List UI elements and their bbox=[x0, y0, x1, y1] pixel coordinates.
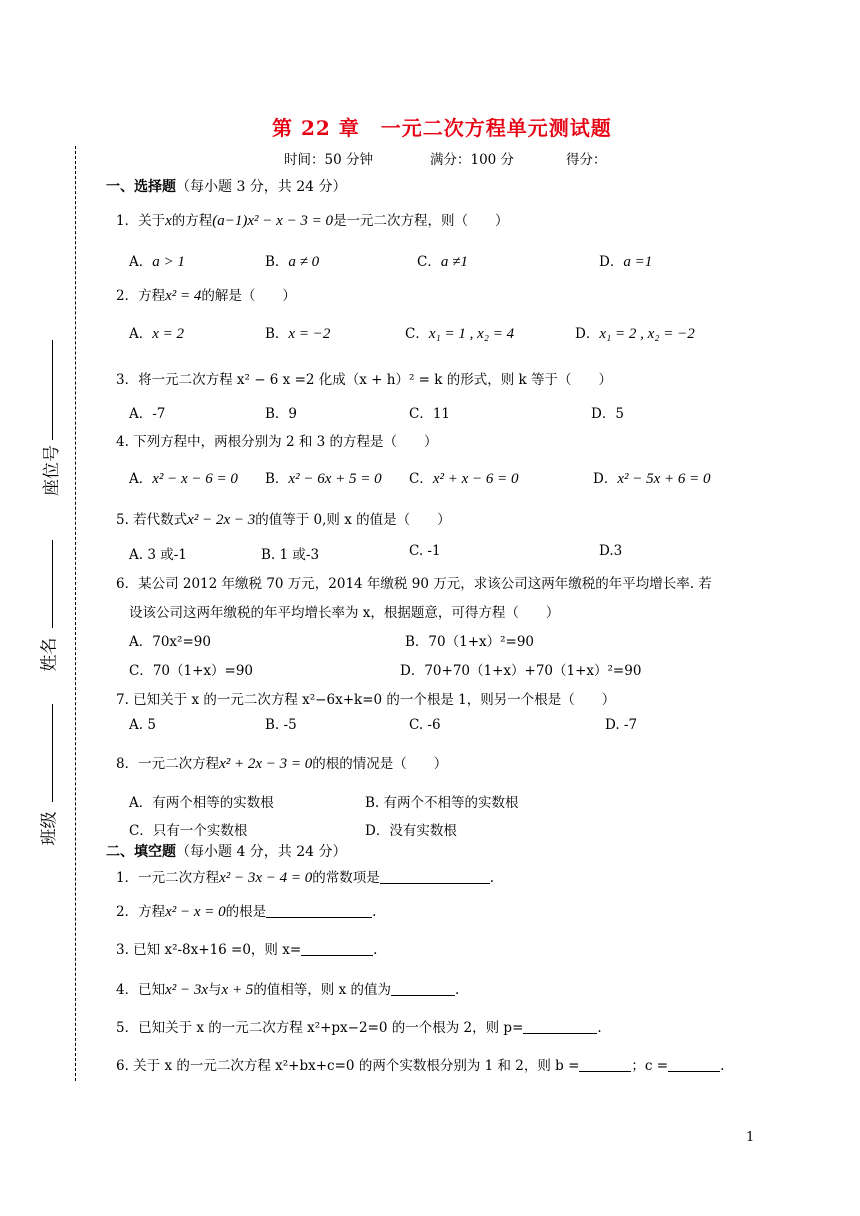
q5-option-c: C. -1 bbox=[409, 543, 441, 559]
q2-option-d: D．x₁ = 2 , x₂ = −2 bbox=[575, 326, 695, 342]
seat-underline bbox=[52, 340, 53, 440]
fill-5: 5．已知关于 x 的一元二次方程 x²+px−2=0 的一个根为 2，则 p= . bbox=[116, 1020, 602, 1036]
question-6-line-2: 设该公司这两年缴税的年平均增长率为 x，根据题意，可得方程（ ） bbox=[129, 605, 560, 621]
q8-option-c: C．只有一个实数根 bbox=[129, 823, 248, 839]
f6-c-blank[interactable] bbox=[668, 1057, 720, 1072]
name-label: 姓名 bbox=[39, 637, 60, 672]
class-field bbox=[32, 704, 58, 844]
q8-equation: x² + 2x − 3 = 0 bbox=[219, 756, 313, 772]
q3-option-a: A．-7 bbox=[129, 406, 166, 422]
section-1-note: （每小题 3 分，共 24 分） bbox=[176, 179, 347, 195]
section-2-title: 二、填空题 bbox=[106, 844, 176, 860]
q4-option-d-value: x² − 5x + 6 = 0 bbox=[617, 471, 711, 487]
q2-option-c-value: x₁ = 1 , x₂ = 4 bbox=[428, 326, 515, 342]
q2-equation: x² = 4 bbox=[165, 288, 202, 304]
f1-answer-blank[interactable] bbox=[380, 869, 490, 884]
q1-option-b-value: a ≠ 0 bbox=[288, 254, 320, 270]
got-info: 得分： bbox=[566, 152, 607, 168]
q3-option-d: D．5 bbox=[591, 406, 624, 422]
section-2-note: （每小题 4 分，共 24 分） bbox=[176, 844, 347, 860]
q6-option-d: D．70+70（1+x）+70（1+x）²=90 bbox=[400, 663, 642, 679]
fill-1: 1．一元二次方程x² − 3x − 4 = 0的常数项是 . bbox=[116, 870, 495, 886]
fill-2: 2．方程x² − x = 0的根是 . bbox=[116, 904, 377, 920]
q7-option-d: D. -7 bbox=[605, 717, 638, 733]
q1-var: x bbox=[165, 213, 172, 229]
q2-option-b-value: x = −2 bbox=[288, 326, 331, 342]
q2-option-c: C．x₁ = 1 , x₂ = 4 bbox=[405, 326, 515, 342]
class-underline bbox=[52, 704, 53, 802]
q2-option-d-value: x₁ = 2 , x₂ = −2 bbox=[599, 326, 695, 342]
q1-option-b: B．a ≠ 0 bbox=[265, 254, 320, 270]
q6-option-a: A．70x²=90 bbox=[129, 634, 211, 650]
question-2: 2．方程x² = 4的解是（ ） bbox=[116, 288, 296, 304]
q5-option-b: B. 1 或-3 bbox=[261, 547, 320, 563]
q1-option-d-value: a =1 bbox=[623, 254, 653, 270]
q7-option-b: B. -5 bbox=[265, 717, 297, 733]
q3-option-b: B．9 bbox=[265, 406, 298, 422]
q1-option-a-value: a > 1 bbox=[152, 254, 185, 270]
q8-option-a: A．有两个相等的实数根 bbox=[129, 795, 274, 811]
q4-option-b-value: x² − 6x + 5 = 0 bbox=[288, 471, 382, 487]
q1-equation: (a−1)x² − x − 3 = 0 bbox=[212, 213, 334, 229]
fill-3: 3. 已知 x²-8x+16 =0，则 x= . bbox=[116, 942, 378, 958]
question-8: 8．一元二次方程x² + 2x − 3 = 0的根的情况是（ ） bbox=[116, 756, 448, 772]
q4-option-a-value: x² − x − 6 = 0 bbox=[152, 471, 238, 487]
page-title: 第 22 章 一元二次方程单元测试题 bbox=[272, 116, 612, 140]
question-4: 4. 下列方程中，两根分别为 2 和 3 的方程是（ ） bbox=[116, 434, 438, 450]
q4-option-c-value: x² + x − 6 = 0 bbox=[432, 471, 519, 487]
q8-option-b: B. 有两个不相等的实数根 bbox=[365, 795, 519, 811]
question-3: 3．将一元二次方程 x² − 6 x =2 化成（x + h）² = k 的形式，则 k 等于（ ） bbox=[116, 372, 613, 388]
q5-equation: x² − 2x − 3 bbox=[187, 512, 256, 528]
q1-post: 是一元二次方程，则（ ） bbox=[333, 213, 509, 229]
q1-option-a: A．a > 1 bbox=[129, 254, 185, 270]
q2-option-a-value: x = 2 bbox=[152, 326, 185, 342]
q2-option-a: A．x = 2 bbox=[129, 326, 185, 342]
f6-b-blank[interactable] bbox=[579, 1057, 631, 1072]
section-1-heading bbox=[106, 176, 347, 196]
f3-answer-blank[interactable] bbox=[301, 941, 373, 956]
name-underline bbox=[52, 540, 53, 628]
q1-option-c-value: a ≠1 bbox=[440, 254, 468, 270]
q4-option-a: A．x² − x − 6 = 0 bbox=[129, 471, 238, 487]
q6-option-b: B．70（1+x）²=90 bbox=[405, 634, 535, 650]
f4-expr-1: x² − 3x bbox=[165, 982, 209, 998]
q1-pre: 1．关于 bbox=[116, 213, 166, 229]
f2-answer-blank[interactable] bbox=[266, 903, 372, 918]
q3-option-c: C．11 bbox=[409, 406, 451, 422]
q7-option-a: A. 5 bbox=[129, 717, 156, 733]
f5-answer-blank[interactable] bbox=[523, 1019, 597, 1034]
time-info: 时间：50 分钟 bbox=[284, 152, 373, 168]
page-number: 1 bbox=[746, 1130, 755, 1145]
class-label: 班级 bbox=[39, 811, 60, 846]
q8-option-d: D．没有实数根 bbox=[365, 823, 457, 839]
q4-option-d: D．x² − 5x + 6 = 0 bbox=[593, 471, 711, 487]
q5-option-a: A. 3 或-1 bbox=[129, 547, 187, 563]
question-7: 7. 已知关于 x 的一元二次方程 x²−6x+k=0 的一个根是 1，则另一个根是（ ） bbox=[116, 692, 616, 708]
q2-option-b: B．x = −2 bbox=[265, 326, 331, 342]
section-2-heading bbox=[106, 841, 347, 861]
q4-option-c: C．x² + x − 6 = 0 bbox=[409, 471, 519, 487]
binding-dashed-line bbox=[75, 146, 76, 1081]
f4-answer-blank[interactable] bbox=[391, 981, 455, 996]
seat-label: 座位号 bbox=[42, 445, 62, 496]
fill-4: 4．已知x² − 3x与x + 5的值相等，则 x 的值为 . bbox=[116, 982, 460, 998]
f2-equation: x² − x = 0 bbox=[165, 904, 226, 920]
q6-option-c: C．70（1+x）=90 bbox=[129, 663, 254, 679]
section-1-title: 一、选择题 bbox=[106, 179, 176, 195]
q7-option-c: C. -6 bbox=[409, 717, 441, 733]
question-6-line-1: 6．某公司 2012 年缴税 70 万元，2014 年缴税 90 万元，求该公司这两年缴税的年平均增长率. 若 bbox=[116, 576, 712, 592]
f4-expr-2: x + 5 bbox=[221, 982, 254, 998]
q1-mid: 的方程 bbox=[171, 213, 213, 229]
q1-option-d: D．a =1 bbox=[599, 254, 653, 270]
seat-field bbox=[32, 340, 62, 500]
q5-option-d: D.3 bbox=[599, 543, 623, 559]
question-5: 5. 若代数式x² − 2x − 3的值等于 0,则 x 的值是（ ） bbox=[116, 512, 451, 528]
question-1 bbox=[116, 209, 509, 230]
q1-option-c: C．a ≠1 bbox=[417, 254, 468, 270]
f1-equation: x² − 3x − 4 = 0 bbox=[219, 870, 313, 886]
name-field bbox=[32, 540, 58, 670]
q4-option-b: B．x² − 6x + 5 = 0 bbox=[265, 471, 382, 487]
fill-6: 6. 关于 x 的一元二次方程 x²+bx+c=0 的两个实数根分别为 1 和 2，则 b = ；c = . bbox=[116, 1058, 725, 1074]
score-info: 满分：100 分 bbox=[430, 152, 515, 168]
